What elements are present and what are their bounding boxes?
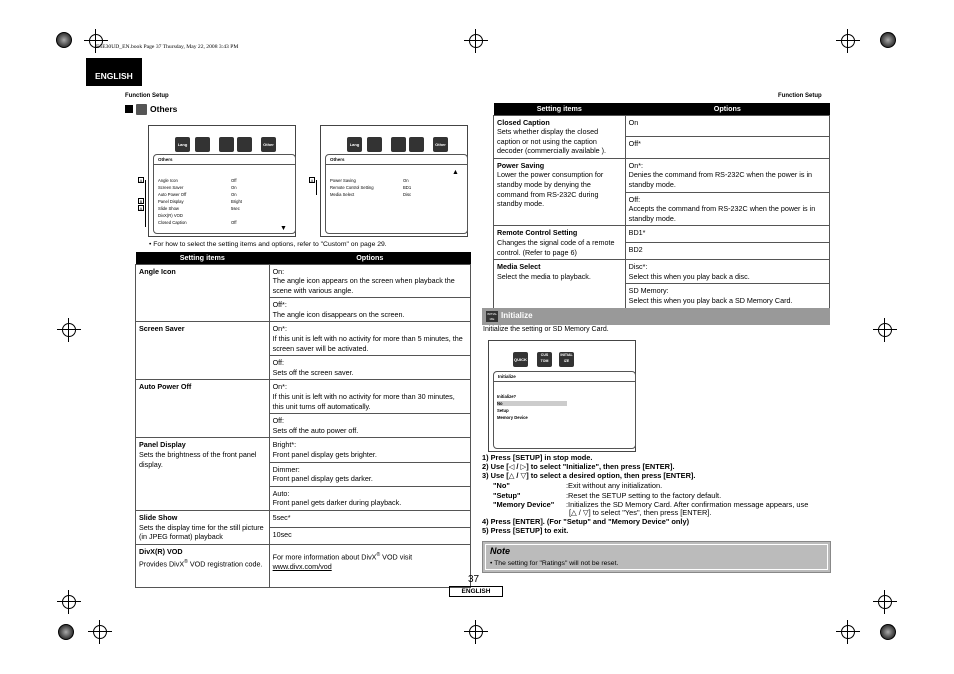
option-cell: On*: If this unit is left with no activity for more than 30 minutes, this unit turns off automatically. bbox=[269, 380, 470, 414]
setting-cell bbox=[136, 380, 270, 438]
menu-value: On bbox=[403, 178, 409, 183]
note-box bbox=[482, 541, 831, 573]
setting-desc: Sets the display time for the still picture (in JPEG format) playback bbox=[139, 522, 264, 542]
table-row bbox=[494, 226, 830, 243]
menu-item: Screen Saver bbox=[158, 185, 184, 190]
menu-value: Off bbox=[231, 178, 237, 183]
book-header: E5E30UD_EN.book Page 37 Thursday, May 22, 2008 3:43 PM bbox=[96, 44, 239, 50]
setting-title: Auto Power Off bbox=[139, 382, 192, 392]
registration-dot bbox=[880, 624, 896, 640]
others-icon bbox=[136, 104, 147, 115]
menu-value: BD1 bbox=[403, 185, 412, 190]
setting-desc: Select the media to playback. bbox=[497, 271, 591, 281]
menu-value: On bbox=[231, 185, 237, 190]
menu-screen-1 bbox=[148, 125, 296, 237]
option-cell: Off: Sets off the screen saver. bbox=[269, 356, 470, 380]
column-header: Setting items bbox=[136, 252, 270, 264]
quick-menu-icon: QUICK bbox=[513, 352, 528, 367]
table-row bbox=[136, 322, 471, 356]
setting-title: DivX(R) VOD bbox=[139, 546, 183, 556]
option-desc-setup: :Reset the SETUP setting to the factory default. bbox=[566, 491, 722, 500]
section-title-right: Function Setup bbox=[778, 93, 822, 99]
menu-screen-2 bbox=[320, 125, 468, 237]
step-2: 2) Use [◁ / ▷] to select "Initialize", then press [ENTER]. bbox=[482, 462, 675, 471]
language-tab bbox=[86, 58, 142, 86]
crop-mark bbox=[464, 29, 488, 53]
language-menu-icon: Lang uage bbox=[347, 137, 362, 152]
crop-mark bbox=[57, 318, 81, 342]
table-row bbox=[136, 380, 471, 414]
crop-mark bbox=[464, 620, 488, 644]
setting-title: Media Select bbox=[497, 262, 541, 272]
table-row bbox=[136, 510, 471, 527]
initialize-heading: Initialize bbox=[501, 311, 533, 320]
bracket-line bbox=[145, 180, 155, 227]
display-menu-icon bbox=[195, 137, 210, 152]
option-cell: Off* bbox=[625, 137, 829, 159]
divx-desc-part: Provides DivX bbox=[139, 559, 185, 569]
crop-mark bbox=[873, 590, 897, 614]
menu-value: On bbox=[231, 192, 237, 197]
note-text: The setting for "Ratings" will not be reset. bbox=[494, 560, 619, 567]
menu-item: Panel Display bbox=[158, 199, 184, 204]
others-panel bbox=[153, 154, 296, 234]
option-cell: Auto: Front panel gets darker during playback. bbox=[269, 486, 470, 510]
others-panel bbox=[325, 154, 468, 234]
table-row bbox=[494, 260, 830, 284]
setting-title: Power Saving bbox=[497, 160, 545, 170]
initialize-question: Initialize? bbox=[497, 394, 517, 399]
registered-mark: ® bbox=[184, 559, 188, 566]
initialize-icon: INITIAL IZE bbox=[486, 312, 498, 321]
marker-b: B bbox=[139, 199, 143, 204]
audio-menu-icon bbox=[219, 137, 234, 152]
initialize-heading-bar bbox=[482, 308, 830, 325]
option-desc-no: :Exit without any initialization. bbox=[566, 481, 663, 490]
setting-cell bbox=[494, 260, 626, 308]
marker-a: A bbox=[139, 206, 143, 211]
table-row bbox=[136, 438, 471, 462]
other-menu-icon: Other bbox=[433, 137, 448, 152]
custom-reference-text: For how to select the setting items and options, refer to "Custom" on page 29. bbox=[153, 241, 387, 248]
registered-mark: ® bbox=[376, 551, 381, 558]
others-heading: Others bbox=[150, 104, 178, 114]
menu-value: Bright bbox=[231, 199, 242, 204]
menu-item: Angle Icon bbox=[158, 178, 178, 183]
column-header: Setting items bbox=[494, 103, 626, 115]
option-key-setup: "Setup" bbox=[493, 491, 521, 500]
option-cell: Off: Sets off the auto power off. bbox=[269, 414, 470, 438]
step-3: 3) Use [△ / ▽] to select a desired option, then press [ENTER]. bbox=[482, 471, 696, 480]
table-row bbox=[136, 544, 471, 588]
option-no[interactable]: No bbox=[497, 401, 567, 406]
setting-desc: Changes the signal code of a remote control. (Refer to page 6) bbox=[497, 238, 615, 257]
option-memory-device[interactable]: Memory Device bbox=[497, 415, 528, 420]
crop-mark bbox=[836, 620, 860, 644]
page-number: 37 bbox=[468, 574, 480, 585]
option-cell: On*: If this unit is left with no activity for more than 5 minutes, the screen saver will be activated. bbox=[269, 322, 470, 356]
wrench-menu-icon bbox=[237, 137, 252, 152]
step-4: 4) Press [ENTER]. (For "Setup" and "Memory Device" only) bbox=[482, 517, 690, 526]
setting-desc: Sets the brightness of the front panel display. bbox=[139, 450, 257, 469]
option-cell: BD2 bbox=[625, 243, 829, 260]
bullet-square bbox=[125, 105, 133, 113]
crop-mark bbox=[88, 620, 112, 644]
initialize-screen bbox=[488, 340, 636, 452]
divx-vod-link[interactable]: www.divx.com/vod bbox=[272, 561, 332, 571]
menu-value: Disc bbox=[403, 192, 412, 197]
menu-value: 5sec bbox=[231, 206, 240, 211]
note-title: Note bbox=[490, 546, 510, 556]
registration-dot bbox=[56, 32, 72, 48]
menu-item: Auto Power Off bbox=[158, 192, 187, 197]
right-settings-table bbox=[493, 103, 830, 309]
option-cell: 5sec* bbox=[269, 510, 470, 527]
language-menu-icon: Lang uage bbox=[175, 137, 190, 152]
option-cell bbox=[269, 544, 470, 588]
divx-option-part: For more information about DivX bbox=[272, 552, 377, 562]
option-key-no: "No" bbox=[493, 481, 510, 490]
setting-cell bbox=[136, 322, 270, 380]
setting-desc bbox=[139, 558, 266, 569]
note-text-line: • The setting for "Ratings" will not be reset. bbox=[490, 560, 619, 567]
language-tab-label: ENGLISH bbox=[95, 71, 133, 81]
footer-language: ENGLISH bbox=[449, 586, 503, 597]
registration-dot bbox=[58, 624, 74, 640]
note-inner bbox=[485, 544, 828, 570]
option-cell: SD Memory: Select this when you play back a SD Memory Card. bbox=[625, 284, 829, 308]
option-cell: Off*: The angle icon disappears on the screen. bbox=[269, 298, 470, 322]
option-cell: Dimmer: Front panel display gets darker. bbox=[269, 462, 470, 486]
section-title-left: Function Setup bbox=[125, 93, 169, 99]
column-header: Options bbox=[269, 252, 470, 264]
marker-a: A bbox=[310, 178, 314, 183]
audio-menu-icon bbox=[391, 137, 406, 152]
initialize-menu-icon: INITIAL IZE bbox=[559, 352, 574, 367]
divx-option-part: VOD visit bbox=[380, 552, 413, 562]
divx-desc-part: VOD registration code. bbox=[187, 559, 263, 569]
setting-desc: Lower the power consumption for standby mode by denying the command from RS-232C during standby mode. bbox=[497, 170, 604, 209]
setting-cell bbox=[136, 510, 270, 544]
custom-reference-note: • For how to select the setting items and options, refer to "Custom" on page 29. bbox=[149, 241, 387, 248]
menu-item: Closed Caption bbox=[158, 220, 187, 225]
setting-title: Slide Show bbox=[139, 512, 178, 522]
crop-mark bbox=[836, 29, 860, 53]
table-row bbox=[494, 115, 830, 137]
option-cell: On bbox=[625, 115, 829, 137]
crop-mark bbox=[57, 590, 81, 614]
menu-item: DivX(R) VOD bbox=[158, 213, 183, 218]
setting-title: Angle Icon bbox=[139, 266, 176, 276]
setting-cell bbox=[136, 438, 270, 511]
initialize-description: Initialize the setting or SD Memory Card. bbox=[483, 326, 609, 333]
initialize-panel bbox=[493, 371, 636, 449]
setting-title: Screen Saver bbox=[139, 324, 185, 334]
custom-menu-icon: CUS TOM bbox=[537, 352, 552, 367]
menu-item: Remote Control Setting bbox=[330, 185, 374, 190]
setting-title: Closed Caption bbox=[497, 117, 550, 127]
setting-desc: Sets whether display the closed caption or not using the caption decoder (commercially available ). bbox=[497, 127, 607, 156]
menu-value: Off bbox=[231, 220, 237, 225]
setting-cell bbox=[136, 544, 270, 588]
option-cell: Off: Accepts the command from RS-232C when the power is in standby mode. bbox=[625, 192, 829, 226]
column-header: Options bbox=[625, 103, 829, 115]
option-desc-memory: :Initializes the SD Memory Card. After confirmation message appears, use bbox=[566, 500, 809, 509]
panel-title: Others bbox=[326, 155, 467, 165]
setting-cell bbox=[494, 226, 626, 260]
setting-cell bbox=[494, 158, 626, 226]
step-5: 5) Press [SETUP] to exit. bbox=[482, 526, 569, 535]
scroll-up-arrow-icon: ▲ bbox=[452, 169, 459, 176]
table-header-row bbox=[494, 103, 830, 115]
setting-cell bbox=[494, 115, 626, 158]
marker-a: A bbox=[139, 178, 143, 183]
panel-title: Initialize bbox=[494, 372, 635, 382]
option-cell: 10sec bbox=[269, 527, 470, 544]
crop-mark bbox=[873, 318, 897, 342]
option-cell: BD1* bbox=[625, 226, 829, 243]
menu-item: Power Saving bbox=[330, 178, 356, 183]
display-menu-icon bbox=[367, 137, 382, 152]
option-setup[interactable]: Setup bbox=[497, 408, 509, 413]
scroll-down-arrow-icon: ▼ bbox=[280, 225, 287, 232]
option-cell: On: The angle icon appears on the screen when playback the scene with various angle. bbox=[269, 264, 470, 298]
step-1: 1) Press [SETUP] in stop mode. bbox=[482, 453, 593, 462]
option-key-memory: "Memory Device" bbox=[493, 500, 555, 509]
setting-title: Remote Control Setting bbox=[497, 228, 578, 238]
registration-dot bbox=[880, 32, 896, 48]
table-row bbox=[136, 264, 471, 298]
panel-title: Others bbox=[154, 155, 295, 165]
table-row bbox=[494, 158, 830, 192]
table-header-row bbox=[136, 252, 471, 264]
option-cell: Bright*: Front panel display gets brighter. bbox=[269, 438, 470, 462]
menu-item: Media Select bbox=[330, 192, 355, 197]
option-desc-memory-cont: [△ / ▽] to select "Yes", then press [ENTER]. bbox=[569, 508, 712, 517]
wrench-menu-icon bbox=[409, 137, 424, 152]
left-settings-table bbox=[135, 252, 471, 588]
setting-cell bbox=[136, 264, 270, 322]
option-cell: On*: Denies the command from RS-232C when the power is in standby mode. bbox=[625, 158, 829, 192]
setting-title: Panel Display bbox=[139, 440, 186, 450]
menu-item: Slide Show bbox=[158, 206, 179, 211]
option-cell: Disc*: Select this when you play back a disc. bbox=[625, 260, 829, 284]
bracket-line bbox=[316, 180, 326, 195]
other-menu-icon: Other bbox=[261, 137, 276, 152]
